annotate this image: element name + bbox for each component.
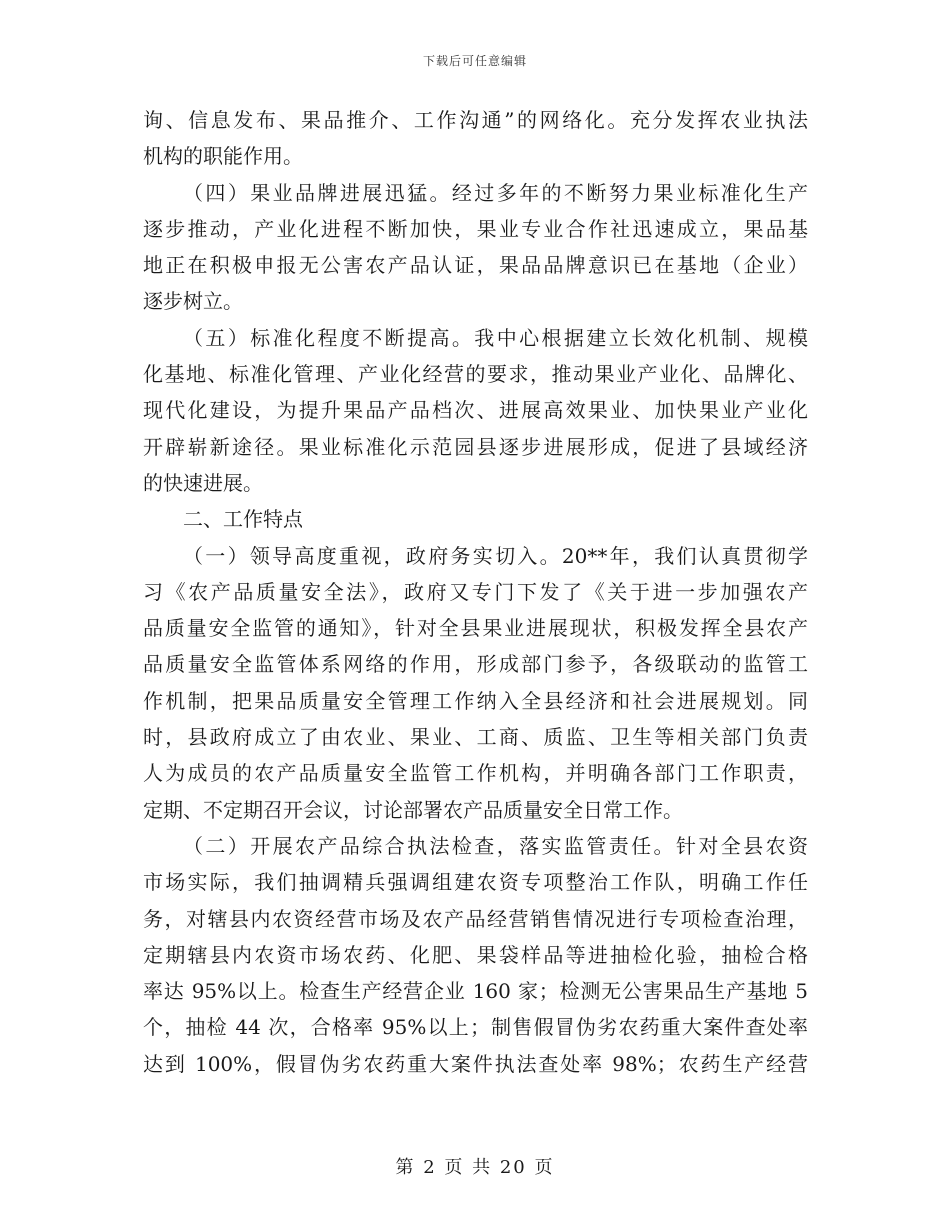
page-header: 下载后可任意编辑 bbox=[422, 54, 527, 68]
text-line: 定期、不定期召开会议，讨论部署农产品质量安全日常工作。 bbox=[143, 797, 683, 822]
text-line: 定期辖县内农资市场农药、化肥、果袋样品等进抽检化验，抽检合格 bbox=[143, 942, 808, 967]
text-line: 地正在积极申报无公害农产品认证，果品品牌意识已在基地（企业） bbox=[143, 253, 808, 278]
document-body bbox=[143, 102, 808, 1082]
text-line: 逐步推动，产业化进程不断加快，果业专业合作社迅速成立，果品基 bbox=[143, 216, 808, 241]
text-line: 市场实际，我们抽调精兵强调组建农资专项整治工作队，明确工作任 bbox=[143, 870, 808, 895]
text-line: 品质量安全监管的通知》，针对全县果业进展现状，积极发挥全县农产 bbox=[143, 616, 808, 641]
text-line: 作机制，把果品质量安全管理工作纳入全县经济和社会进展规划。同 bbox=[143, 688, 808, 713]
text-line: 个，抽检 44 次，合格率 95%以上；制售假冒伪劣农药重大案件查处率 bbox=[143, 1015, 808, 1040]
text-line: 的快速进展。 bbox=[143, 470, 263, 495]
text-line: 机构的职能作用。 bbox=[143, 144, 303, 169]
page-number-footer: 第 2 页 共 20 页 bbox=[395, 1157, 555, 1178]
paragraph-start-line: （一）领导高度重视，政府务实切入。20**年，我们认真贯彻学 bbox=[183, 543, 808, 568]
text-line: 开辟崭新途径。果业标准化示范园县逐步进展形成，促进了县域经济 bbox=[143, 434, 808, 459]
text-line: 率达 95%以上。检查生产经营企业 160 家；检测无公害果品生产基地 5 bbox=[143, 979, 808, 1004]
text-line: 人为成员的农产品质量安全监管工作机构，并明确各部门工作职责， bbox=[143, 761, 808, 786]
text-line: 达到 100%，假冒伪劣农药重大案件执法查处率 98%；农药生产经营 bbox=[143, 1051, 808, 1076]
section-heading: 二、工作特点 bbox=[183, 507, 303, 532]
paragraph-start-line: （二）开展农产品综合执法检查，落实监管责任。针对全县农资 bbox=[183, 833, 808, 858]
text-line: 习《农产品质量安全法》，政府又专门下发了《关于进一步加强农产 bbox=[143, 579, 808, 604]
text-line: 时，县政府成立了由农业、果业、工商、质监、卫生等相关部门负责 bbox=[143, 725, 808, 750]
text-line: 务，对辖县内农资经营市场及农产品经营销售情况进行专项检查治理， bbox=[143, 906, 808, 931]
text-line: 化基地、标准化管理、产业化经营的要求，推动果业产业化、品牌化、 bbox=[143, 362, 808, 387]
paragraph-start-line: （五）标准化程度不断提高。我中心根据建立长效化机制、规模 bbox=[183, 325, 808, 350]
paragraph-start-line: （四）果业品牌进展迅猛。经过多年的不断努力果业标准化生产 bbox=[183, 180, 808, 205]
text-line: 逐步树立。 bbox=[143, 289, 243, 314]
text-line: 询、信息发布、果品推介、工作沟通”的网络化。充分发挥农业执法 bbox=[143, 108, 808, 132]
text-line: 现代化建设，为提升果品产品档次、进展高效果业、加快果业产业化 bbox=[143, 398, 808, 423]
text-line: 品质量安全监管体系网络的作用，形成部门参予，各级联动的监管工 bbox=[143, 652, 808, 677]
